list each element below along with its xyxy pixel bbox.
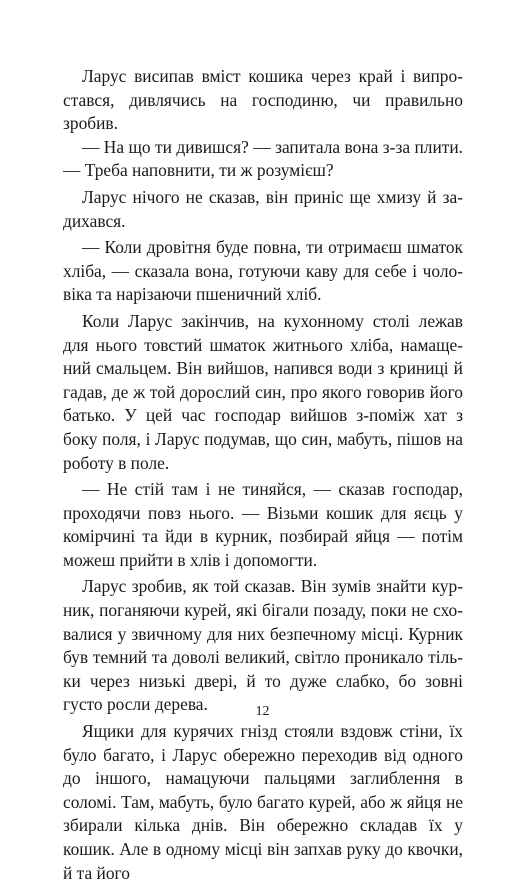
paragraph-1: Ларус висипав вміст кошика через край і випростався, дивлячись на господиню, чи правильно зробив. [63,66,463,134]
paragraph-8: Ящики для курячих гнізд стояли вздовж стіни, їх було багато, і Ларус обережно переходив від одного до іншого, намацуючи пальцями заглиблення в соломі. Там, мабуть, було багато курей, або ж яйця не збирали кілька днів. Він обережно складав їх у кошик. Але в одному місці він запхав руку до квочки, й та його [63,721,463,883]
paragraph-3: Ларус нічого не сказав, він приніс ще хмизу й задихався. [63,186,463,231]
paragraph-7: Ларус зробив, як той сказав. Він зумів знайти курник, поганяючи курей, які бігали позаду, поки не сховалися у звичному для них безпечному місці. Курник був темний та доволі великий, світло проникало тільки через низькі двері, й то дуже слабко, бо зовні густо росли дерева. [63,576,463,715]
paragraph-6: — Не стій там і не тиняйся, — сказав господар, проходячи повз нього. — Візьми кошик для яєць у комірчині та йди в курник, позбирай яйця — потім можеш прийти в хлів і допомогти. [63,479,463,570]
paragraph-5: Коли Ларус закінчив, на кухонному столі лежав для нього товстий шматок житнього хліба, намащений смальцем. Він вийшов, напився води з криниці й гадав, де ж той дорослий син, про якого говорив його батько. У цей час господар вийшов з-поміж хат з боку поля, і Ларус подумав, що син, мабуть, пішов на роботу в поле. [63,310,463,473]
paragraph-2: — На що ти дивишся? — запитала вона з-за плити. — Треба наповнити, ти ж розумієш? [63,136,463,181]
page-number: 12 [255,704,270,719]
paragraph-4: — Коли дровітня буде повна, ти отримаєш шматок хліба, — сказала вона, готуючи каву для себе і чоловіка та нарізаючи пшеничний хліб. [63,237,463,305]
page-body [63,65,463,885]
